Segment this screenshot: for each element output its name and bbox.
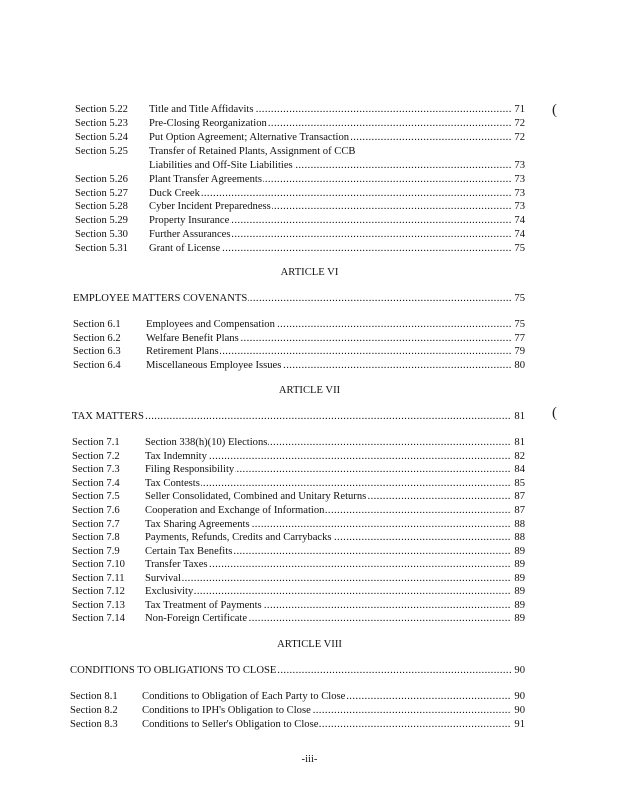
- toc-entry: [72, 504, 525, 517]
- page-number: 73: [514, 188, 525, 199]
- page-number: 89: [514, 613, 525, 624]
- section-number: Section 8.2: [70, 705, 118, 716]
- page-number: 73: [514, 174, 525, 185]
- section-title: Pre-Closing Reorganization: [149, 118, 267, 129]
- toc-entry: [72, 531, 525, 544]
- section-number: Section 7.12: [72, 586, 125, 597]
- section-number: Section 5.23: [75, 118, 128, 129]
- section-title: Employees and Compensation: [146, 319, 275, 330]
- toc-entry: [72, 463, 525, 476]
- section-title: Put Option Agreement; Alternative Transaction: [149, 132, 350, 143]
- page-number: 77: [514, 333, 525, 344]
- section-title: Exclusivity: [145, 586, 194, 597]
- toc-entry: [75, 187, 525, 200]
- page-number: 74: [514, 229, 525, 240]
- section-title: Duck Creek: [149, 188, 200, 199]
- page-number: 89: [514, 586, 525, 597]
- section-number: Section 7.14: [72, 613, 125, 624]
- section-number: Section 7.8: [72, 532, 120, 543]
- section-title: Conditions to Seller's Obligation to Close: [142, 719, 319, 730]
- section-title: Conditions to Obligation of Each Party to Close: [142, 691, 346, 702]
- toc-entry: [75, 228, 525, 241]
- toc-entry: [72, 477, 525, 490]
- toc-entry: [72, 490, 525, 503]
- section-title: Plant Transfer Agreements: [149, 174, 262, 185]
- page-number: 85: [514, 478, 525, 489]
- section-number: Section 7.11: [72, 573, 125, 584]
- section-number: Section 5.30: [75, 229, 128, 240]
- section-number: Section 5.25: [75, 146, 128, 157]
- toc-entry: [73, 332, 525, 345]
- page-number: 84: [514, 464, 525, 475]
- section-title: Certain Tax Benefits: [145, 546, 233, 557]
- page-number: 89: [514, 559, 525, 570]
- article-title: CONDITIONS TO OBLIGATIONS TO CLOSE: [70, 665, 277, 676]
- section-number: Section 7.4: [72, 478, 120, 489]
- page-number: 79: [514, 346, 525, 357]
- section-number: Section 7.2: [72, 451, 120, 462]
- toc-entry: [75, 145, 525, 158]
- toc-entry: [75, 200, 525, 213]
- section-title: Non-Foreign Certificate: [145, 613, 248, 624]
- section-title: Tax Sharing Agreements: [145, 519, 250, 530]
- page-number: 87: [514, 505, 525, 516]
- page-number: 90: [514, 691, 525, 702]
- section-title: Filing Responsibility: [145, 464, 235, 475]
- page-number: 73: [514, 160, 525, 171]
- section-number: Section 7.3: [72, 464, 120, 475]
- section-title: Title and Title Affidavits: [149, 104, 254, 115]
- section-number: Section 5.27: [75, 188, 128, 199]
- section-number: Section 5.29: [75, 215, 128, 226]
- toc-entry: [72, 436, 525, 449]
- section-number: Section 7.6: [72, 505, 120, 516]
- toc-entry: [72, 585, 525, 598]
- article-heading: ARTICLE VIII: [277, 639, 342, 650]
- section-title: Transfer of Retained Plants, Assignment of CCB: [149, 146, 356, 157]
- toc-entry: [72, 612, 525, 625]
- article-heading: ARTICLE VII: [278, 385, 341, 396]
- section-title: Transfer Taxes: [145, 559, 208, 570]
- section-title: Cyber Incident Preparedness: [149, 201, 271, 212]
- section-number: Section 6.1: [73, 319, 121, 330]
- page-number: 88: [514, 532, 525, 543]
- toc-entry: [70, 704, 525, 717]
- page-number: 75: [514, 319, 525, 330]
- toc-entry: [72, 558, 525, 571]
- toc-entry-continuation: [75, 159, 525, 172]
- toc-entry: [75, 173, 525, 186]
- section-number: Section 5.24: [75, 132, 128, 143]
- toc-entry: [73, 318, 525, 331]
- article-title: EMPLOYEE MATTERS COVENANTS: [73, 293, 248, 304]
- section-title-continued: Liabilities and Off-Site Liabilities: [149, 160, 293, 171]
- page-number: 81: [514, 411, 525, 422]
- section-title: Cooperation and Exchange of Information: [145, 505, 325, 516]
- section-title: Conditions to IPH's Obligation to Close: [142, 705, 311, 716]
- toc-entry: [72, 572, 525, 585]
- page-number: 75: [514, 243, 525, 254]
- section-title: Payments, Refunds, Credits and Carrybacks: [145, 532, 332, 543]
- article-heading: ARTICLE VI: [280, 267, 339, 278]
- toc-entry: [72, 599, 525, 612]
- page-number: 74: [514, 215, 525, 226]
- page-number: 75: [514, 293, 525, 304]
- article-title: TAX MATTERS: [72, 411, 144, 422]
- section-number: Section 5.28: [75, 201, 128, 212]
- page-number: 81: [514, 437, 525, 448]
- page-number: 73: [514, 201, 525, 212]
- page-number: 90: [514, 665, 525, 676]
- margin-mark: (: [552, 102, 557, 118]
- page-number: 89: [514, 600, 525, 611]
- page-number: 89: [514, 546, 525, 557]
- section-number: Section 7.10: [72, 559, 125, 570]
- section-number: Section 8.3: [70, 719, 118, 730]
- toc-entry: [75, 131, 525, 144]
- article-title-entry: [73, 292, 525, 305]
- section-title: Seller Consolidated, Combined and Unitary Returns: [145, 491, 367, 502]
- section-number: Section 5.22: [75, 104, 128, 115]
- toc-entry: [73, 359, 525, 372]
- toc-entry: [75, 117, 525, 130]
- section-title: Further Assurances: [149, 229, 231, 240]
- page-number: 90: [514, 705, 525, 716]
- toc-entry: [75, 242, 525, 255]
- section-number: Section 7.13: [72, 600, 125, 611]
- section-title: Grant of License: [149, 243, 221, 254]
- section-number: Section 8.1: [70, 691, 118, 702]
- article-title-entry: [70, 664, 525, 677]
- section-number: Section 6.3: [73, 346, 121, 357]
- toc-entry: [72, 518, 525, 531]
- toc-entry: [72, 545, 525, 558]
- section-title: Tax Indemnity: [145, 451, 207, 462]
- page-number: 80: [514, 360, 525, 371]
- page-number: 71: [514, 104, 525, 115]
- section-title: Miscellaneous Employee Issues: [146, 360, 282, 371]
- section-number: Section 7.9: [72, 546, 120, 557]
- section-title: Tax Treatment of Payments: [145, 600, 262, 611]
- page-number: 72: [514, 118, 525, 129]
- page-footer-number: -iii-: [301, 754, 318, 765]
- toc-entry: [73, 345, 525, 358]
- toc-entry: [70, 690, 525, 703]
- section-number: Section 7.1: [72, 437, 120, 448]
- section-title: Welfare Benefit Plans: [146, 333, 239, 344]
- page-number: 87: [514, 491, 525, 502]
- page-number: 88: [514, 519, 525, 530]
- section-number: Section 7.5: [72, 491, 120, 502]
- section-number: Section 6.2: [73, 333, 121, 344]
- section-number: Section 5.26: [75, 174, 128, 185]
- margin-mark: (: [552, 405, 557, 421]
- page-number: 82: [514, 451, 525, 462]
- page-number: 91: [514, 719, 525, 730]
- page-number: 89: [514, 573, 525, 584]
- article-title-entry: [72, 410, 525, 423]
- toc-entry: [75, 214, 525, 227]
- section-title: Survival: [145, 573, 181, 584]
- section-title: Property Insurance: [149, 215, 230, 226]
- toc-entry: [72, 450, 525, 463]
- section-number: Section 5.31: [75, 243, 128, 254]
- page-number: 72: [514, 132, 525, 143]
- section-number: Section 6.4: [73, 360, 121, 371]
- section-number: Section 7.7: [72, 519, 120, 530]
- toc-entry: [75, 103, 525, 116]
- toc-entry: [70, 718, 525, 731]
- section-title: Section 338(h)(10) Elections: [145, 437, 268, 448]
- section-title: Tax Contests: [145, 478, 200, 489]
- section-title: Retirement Plans: [146, 346, 219, 357]
